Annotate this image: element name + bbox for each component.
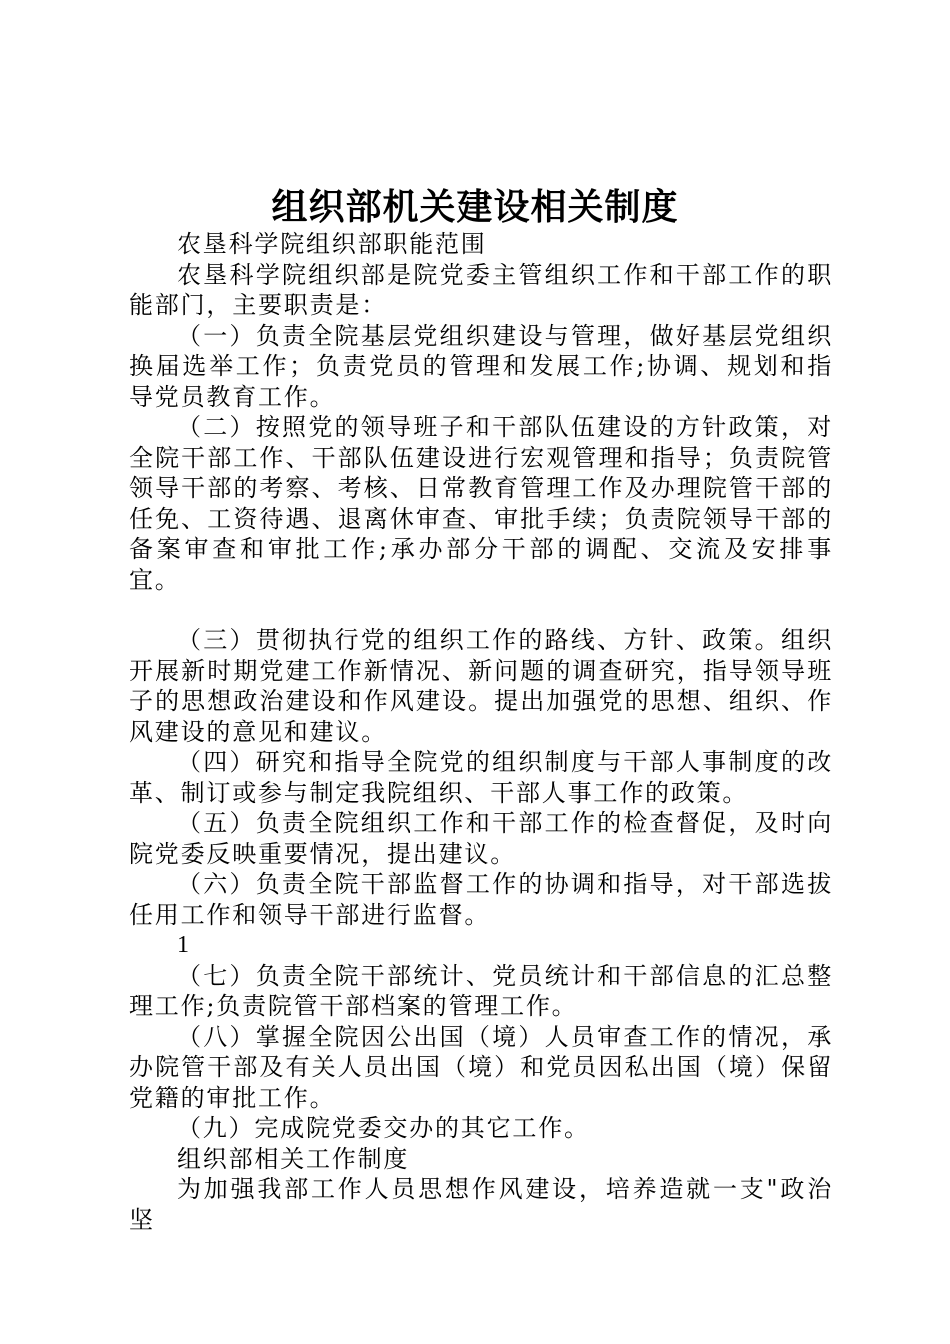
paragraph: （二）按照党的领导班子和干部队伍建设的方针政策，对全院干部工作、干部队伍建设进行宏观管理和指导；负责院管领导干部的考察、考核、日常教育管理工作及办理院管干部的任免、工资待遇、退离休审查、审批手续；负责院领导干部的备案审查和审批工作;承办部分干部的调配、交流及安排事宜。 <box>129 413 833 594</box>
paragraph: （四）研究和指导全院党的组织制度与干部人事制度的改革、制订或参与制定我院组织、干部人事工作的政策。 <box>129 748 833 807</box>
paragraph: （九）完成院党委交办的其它工作。 <box>177 1114 590 1142</box>
section-heading: 农垦科学院组织部职能范围 <box>177 230 487 258</box>
paragraph: （五）负责全院组织工作和干部工作的检查督促，及时向院党委反映重要情况，提出建议。 <box>129 809 833 868</box>
page-number: 1 <box>177 932 189 958</box>
paragraph: （三）贯彻执行党的组织工作的路线、方针、政策。组织开展新时期党建工作新情况、新问题的调查研究，指导领导班子的思想政治建设和作风建设。提出加强党的思想、组织、作风建设的意见和建议。 <box>129 626 833 746</box>
paragraph: （八）掌握全院因公出国（境）人员审查工作的情况，承办院管干部及有关人员出国（境）和党员因私出国（境）保留党籍的审批工作。 <box>129 1022 833 1112</box>
paragraph: 为加强我部工作人员思想作风建设，培养造就一支"政治坚 <box>129 1175 833 1234</box>
paragraph: （一）负责全院基层党组织建设与管理，做好基层党组织换届选举工作；负责党员的管理和发展工作;协调、规划和指导党员教育工作。 <box>129 321 833 411</box>
document-body <box>129 229 833 1235</box>
paragraph: 农垦科学院组织部是院党委主管组织工作和干部工作的职能部门，主要职责是： <box>129 260 833 319</box>
document-title: 组织部机关建设相关制度 <box>271 187 679 228</box>
section-heading: 组织部相关工作制度 <box>177 1144 410 1173</box>
paragraph: （七）负责全院干部统计、党员统计和干部信息的汇总整理工作;负责院管干部档案的管理工作。 <box>129 961 833 1020</box>
paragraph: （六）负责全院干部监督工作的协调和指导，对干部选拔任用工作和领导干部进行监督。 <box>129 870 833 929</box>
